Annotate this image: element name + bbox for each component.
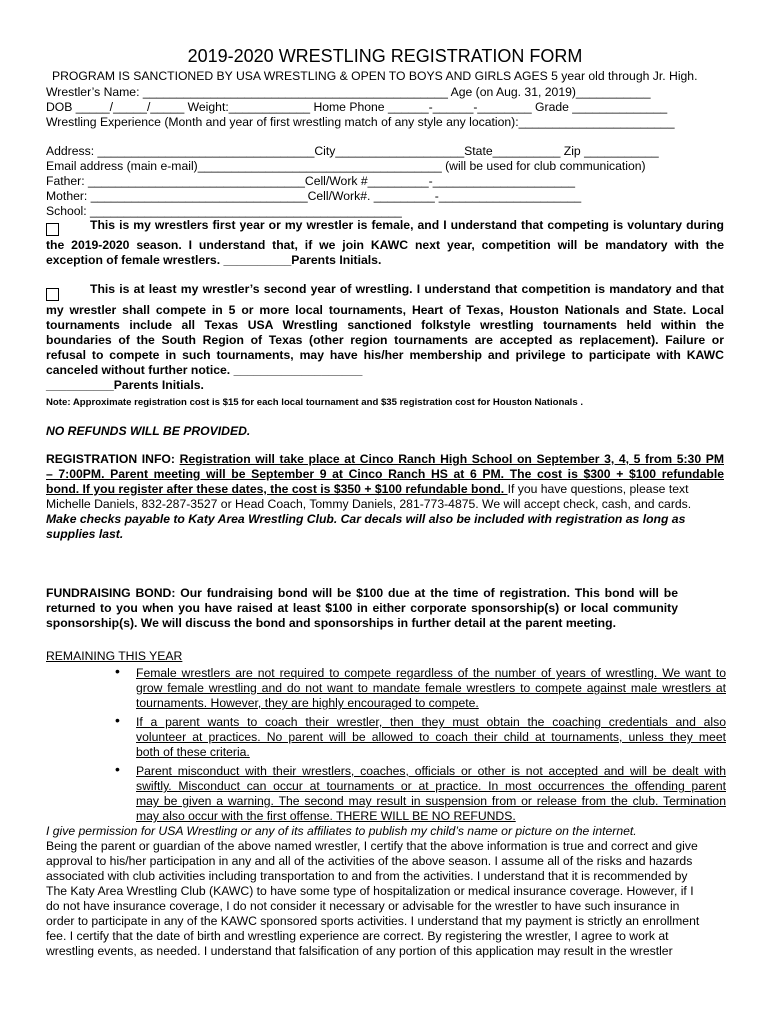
bullet-text: Female wrestlers are not required to compete regardless of the number of years of wrestling. We want to [136,666,726,680]
bullet-text: swiftly. Misconduct can occur at tournaments or at practice. In most occurrences the offending parent [136,779,726,793]
registration-label: REGISTRATION INFO: [46,452,180,466]
second-year-text: canceled without further notice. ___________________ [46,363,363,377]
sanction-line: PROGRAM IS SANCTIONED BY USA WRESTLING & OPEN TO BOYS AND GIRLS AGES 5 year old through Jr. High. [52,69,698,83]
certification-text: The Katy Area Wrestling Club (KAWC) to have some type of hospitalization or medical insurance coverage. However, if I [46,884,694,898]
remaining-heading: REMAINING THIS YEAR [46,649,183,663]
registration-info: – 7:00PM. Parent meeting will be September 9 at Cinco Ranch HS at 6 PM. The cost is $300 + $100 refundable [46,467,724,481]
address-field[interactable]: Address: ________________________________City___________________State__________ Zip ___________ [46,144,659,158]
certification-text: do not have insurance coverage, I do not consider it necessary or advisable for the wrestler to have such insurance in [46,899,680,913]
bullet-text: may be given a warning. The second may result in suspension from or release from the club. Termination [136,794,726,808]
certification-text: wrestling events, as needed. I understand that falsification of any portion of this application may result in the wrestler [46,944,673,958]
bullet-text: Parent misconduct with their wrestlers, coaches, officials or other is not accepted and will be dealt with [136,764,726,778]
first-year-initials[interactable]: exception of female wrestlers. __________Parents Initials. [46,253,382,267]
bullet-text: If a parent wants to coach their wrestler, then they must obtain the coaching credentials and also [136,715,726,729]
second-year-text: my wrestler shall compete in 5 or more local tournaments, Heart of Texas, Houston Nationals and State. Local [46,303,724,317]
registration-info [46,452,724,467]
cost-note: Note: Approximate registration cost is $15 for each local tournament and $35 registration cost for Houston Nationals . [46,397,584,408]
wrestling-experience-field[interactable]: Wrestling Experience (Month and year of first wrestling match of any style any location):_______________________ [46,115,675,129]
certification-text: Being the parent or guardian of the above named wrestler, I certify that the above information is true and correct and give [46,839,698,853]
dob-weight-phone-grade-field[interactable]: DOB _____/_____/_____ Weight:____________ Home Phone ______-______-________ Grade ______________ [46,100,668,114]
fundraising-text: FUNDRAISING BOND: Our fundraising bond will be $100 due at the time of registration. This bond will be [46,586,678,600]
bullet-text: both of these criteria. [136,745,250,759]
contact-text: If you have questions, please text [507,482,689,496]
payment-note: supplies last. [46,527,124,541]
first-year-checkbox[interactable] [46,223,59,236]
school-field[interactable]: School: ______________________________________________ [46,204,402,218]
second-year-text: This is at least my wrestler’s second year of wrestling. I understand that competition is mandatory and that [90,282,724,296]
bullet-text: volunteer at practices. No parent will be allowed to coach their child at tournaments, unless they meet [136,730,726,744]
second-year-checkbox[interactable] [46,288,59,301]
late-cost: bond. If you register after these dates, the cost is $350 + $100 refundable bond. [46,482,508,496]
first-year-text: the 2019-2020 season. I understand that, if we join KAWC next year, competition will be mandatory with the [46,238,724,252]
bullet-icon: • [115,761,120,777]
first-year-text: This is my wrestlers first year or my wrestler is female, and I understand that competing is voluntary during [90,218,724,232]
father-field[interactable]: Father: ________________________________Cell/Work #_________-_____________________ [46,174,576,188]
bullet-text: tournaments. However, they are highly encouraged to compete. [136,696,479,710]
second-year-text: tournaments include all Texas USA Wrestling sanctioned folkstyle wrestling tournaments held within the [46,318,724,332]
certification-text: approval to his/her participation in any and all of the activities of the above season. I assume all of the risks and hazards [46,854,693,868]
second-year-text: boundaries of the South Region of Texas (other region tournaments are accepted as replacement). Failure or [46,333,724,347]
certification-text: fee. I certify that the date of birth and wrestling experience are correct. By registering the wrestler, I agree to work at [46,929,669,943]
bullet-icon: • [115,663,120,679]
page-title: 2019-2020 WRESTLING REGISTRATION FORM [187,46,583,66]
email-field[interactable]: Email address (main e-mail)____________________________________ (will be used for club communication) [46,159,646,173]
bullet-text: grow female wrestling and do not want to mandate female wrestlers to compete against male wrestlers at [136,681,726,695]
second-year-initials[interactable]: __________Parents Initials. [46,378,204,392]
wrestler-name-field[interactable]: Wrestler’s Name: _____________________________________________ Age (on Aug. 31, 2019)___________ [46,85,651,99]
registration-info [46,482,688,497]
bullet-icon: • [115,712,120,728]
fundraising-text: sponsorship(s). We will discuss the bond and sponsorships in further detail at the parent meeting. [46,616,616,630]
second-year-text: refusal to compete in such tournaments, may have his/her membership and privilege to participate with KAWC [46,348,724,362]
payment-note: Make checks payable to Katy Area Wrestling Club. Car decals will also be included with registration as long as [46,512,686,526]
mother-field[interactable]: Mother: ________________________________Cell/Work#. _________-_____________________ [46,189,582,203]
internet-permission: I give permission for USA Wrestling or any of its affiliates to publish my child’s name or picture on the internet. [46,824,637,838]
no-refunds-notice: NO REFUNDS WILL BE PROVIDED. [46,424,251,438]
certification-text: associated with club activities including transportation to and from the activities. I understand that it is recommended by [46,869,688,883]
registration-dates: Registration will take place at Cinco Ranch High School on September 3, 4, 5 from 5:30 PM [179,452,724,466]
fundraising-text: returned to you when you have raised at least $100 in either corporate sponsorship(s) or local community [46,601,678,615]
bullet-text: may also occur with the first offense. THERE WILL BE NO REFUNDS. [136,809,516,823]
certification-text: order to participate in any of the KAWC sponsored sports activities. I understand that my payment is strictly an enrollment [46,914,700,928]
contact-text: Michelle Daniels, 832-287-3527 or Head Coach, Tommy Daniels, 281-773-4875. We will accept check, cash, and cards. [46,497,692,511]
